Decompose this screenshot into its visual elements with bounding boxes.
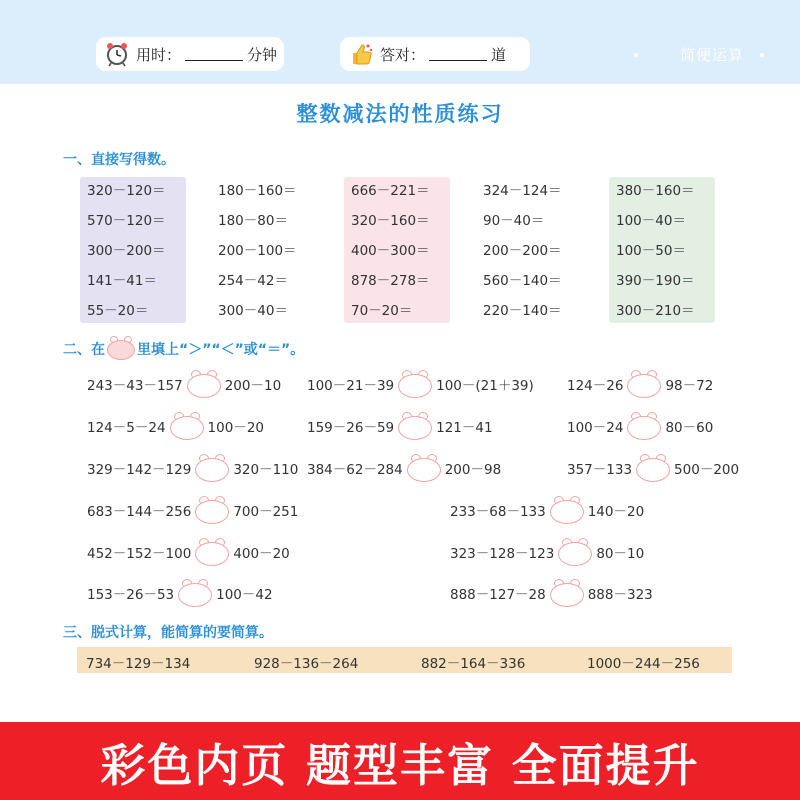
quick-calc-item[interactable]: 400－300＝ [351, 243, 430, 259]
compare-left: 452－152－100 [87, 546, 192, 562]
answer-bubble[interactable] [193, 454, 231, 482]
quick-calc-item[interactable]: 300－200＝ [87, 243, 166, 259]
quick-calc-item[interactable]: 180－80＝ [218, 213, 288, 229]
compare-left: 243－43－157 [87, 378, 183, 394]
quick-calc-item[interactable]: 200－200＝ [483, 243, 562, 259]
quick-calc-item[interactable]: 141－41＝ [87, 273, 157, 289]
alarm-clock-icon [104, 41, 130, 67]
compare-right: 100－(21＋39) [436, 378, 534, 394]
time-label: 用时： [136, 45, 182, 64]
time-blank[interactable] [185, 47, 243, 61]
compare-item [307, 412, 493, 440]
compare-item [307, 370, 534, 398]
compare-item [450, 496, 644, 524]
quick-calc-item[interactable]: 560－140＝ [483, 273, 562, 289]
compare-left: 357－133 [567, 462, 633, 478]
compare-item [567, 454, 739, 482]
quick-calc-item[interactable]: 390－190＝ [616, 273, 695, 289]
calc-item[interactable]: 734－129－134 [86, 656, 191, 672]
compare-item [87, 370, 281, 398]
compare-item [87, 579, 273, 607]
correct-unit: 道 [491, 45, 507, 64]
compare-right: 320－110 [233, 462, 299, 478]
compare-item [307, 454, 501, 482]
answer-bubble[interactable] [193, 538, 231, 566]
compare-item [87, 454, 298, 482]
compare-left: 329－142－129 [87, 462, 192, 478]
compare-left: 159－26－59 [307, 420, 395, 436]
quick-calc-item[interactable]: 320－160＝ [351, 213, 430, 229]
compare-right: 500－200 [674, 462, 740, 478]
quick-calc-item[interactable]: 254－42＝ [218, 273, 288, 289]
quick-calc-item[interactable]: 90－40＝ [483, 213, 545, 229]
compare-right: 200－10 [224, 378, 282, 394]
topic-tag: 简便运算 [679, 46, 744, 64]
compare-right: 100－42 [216, 587, 273, 603]
quick-calc-item[interactable]: 380－160＝ [616, 183, 695, 199]
answer-bubble[interactable] [176, 579, 214, 607]
compare-right: 80－60 [665, 420, 714, 436]
calc-item[interactable]: 882－164－336 [421, 656, 526, 672]
quick-calc-item[interactable]: 100－40＝ [616, 213, 686, 229]
section2-title-prefix: 二、在 [63, 342, 105, 358]
quick-calc-item[interactable]: 878－278＝ [351, 273, 430, 289]
answer-bubble[interactable] [625, 370, 663, 398]
compare-item [87, 496, 298, 524]
answer-bubble[interactable] [634, 454, 672, 482]
section2-title-suffix: 里填上“＞”“＜”或“＝”。 [137, 342, 305, 358]
page-title: 整数减法的性质练习 [296, 102, 504, 126]
compare-item [567, 370, 713, 398]
compare-item [450, 579, 653, 607]
compare-right: 140－20 [587, 504, 645, 520]
quick-calc-item[interactable]: 300－210＝ [616, 303, 695, 319]
correct-field [340, 37, 530, 71]
answer-bubble[interactable] [548, 496, 586, 524]
answer-bubble[interactable] [396, 412, 434, 440]
compare-right: 400－20 [233, 546, 290, 562]
quick-calc-item[interactable]: 324－124＝ [483, 183, 562, 199]
answer-bubble[interactable] [185, 370, 223, 398]
compare-left: 100－24 [567, 420, 624, 436]
compare-left: 233－68－133 [450, 504, 546, 520]
quick-calc-item[interactable]: 100－50＝ [616, 243, 686, 259]
quick-calc-item[interactable]: 200－100＝ [218, 243, 297, 259]
answer-bubble[interactable] [396, 370, 434, 398]
time-field [96, 37, 284, 71]
bear-bubble-icon [106, 337, 136, 361]
calc-item[interactable]: 1000－244－256 [587, 656, 700, 672]
answer-bubble[interactable] [193, 496, 231, 524]
correct-label: 答对： [380, 45, 426, 64]
answer-bubble[interactable] [168, 412, 206, 440]
compare-left: 124－26 [567, 378, 624, 394]
calc-item[interactable]: 928－136－264 [254, 656, 359, 672]
quick-calc-item[interactable]: 666－221＝ [351, 183, 430, 199]
thumbs-up-icon [348, 41, 374, 67]
section1-title: 一、直接写得数。 [63, 152, 175, 168]
compare-item [567, 412, 713, 440]
answer-bubble[interactable] [625, 412, 663, 440]
compare-left: 323－128－123 [450, 546, 555, 562]
compare-left: 888－127－28 [450, 587, 546, 603]
compare-left: 384－62－284 [307, 462, 403, 478]
compare-left: 124－5－24 [87, 420, 166, 436]
quick-calc-item[interactable]: 570－120＝ [87, 213, 166, 229]
compare-item [87, 538, 290, 566]
compare-right: 98－72 [665, 378, 714, 394]
quick-calc-item[interactable]: 55－20＝ [87, 303, 149, 319]
promo-banner-text: 彩色内页 题型丰富 全面提升 [100, 738, 700, 792]
quick-calc-item[interactable]: 320－120＝ [87, 183, 166, 199]
compare-right: 80－10 [596, 546, 645, 562]
quick-calc-item[interactable]: 300－40＝ [218, 303, 288, 319]
quick-calc-item[interactable]: 220－140＝ [483, 303, 562, 319]
compare-left: 100－21－39 [307, 378, 395, 394]
quick-calc-item[interactable]: 180－160＝ [218, 183, 297, 199]
compare-right: 700－251 [233, 504, 299, 520]
compare-right: 121－41 [436, 420, 493, 436]
compare-left: 683－144－256 [87, 504, 192, 520]
correct-blank[interactable] [429, 47, 487, 61]
answer-bubble[interactable] [548, 579, 586, 607]
compare-left: 153－26－53 [87, 587, 175, 603]
answer-bubble[interactable] [556, 538, 594, 566]
quick-calc-item[interactable]: 70－20＝ [351, 303, 413, 319]
answer-bubble[interactable] [405, 454, 443, 482]
compare-right: 888－323 [587, 587, 653, 603]
header-band [0, 0, 800, 84]
time-unit: 分钟 [247, 45, 278, 64]
compare-item [450, 538, 644, 566]
section3-title: 三、脱式计算，能简算的要简算。 [63, 625, 273, 641]
promo-banner [0, 722, 800, 800]
compare-right: 200－98 [444, 462, 502, 478]
section2-title [63, 337, 304, 361]
compare-right: 100－20 [207, 420, 264, 436]
compare-item [87, 412, 264, 440]
